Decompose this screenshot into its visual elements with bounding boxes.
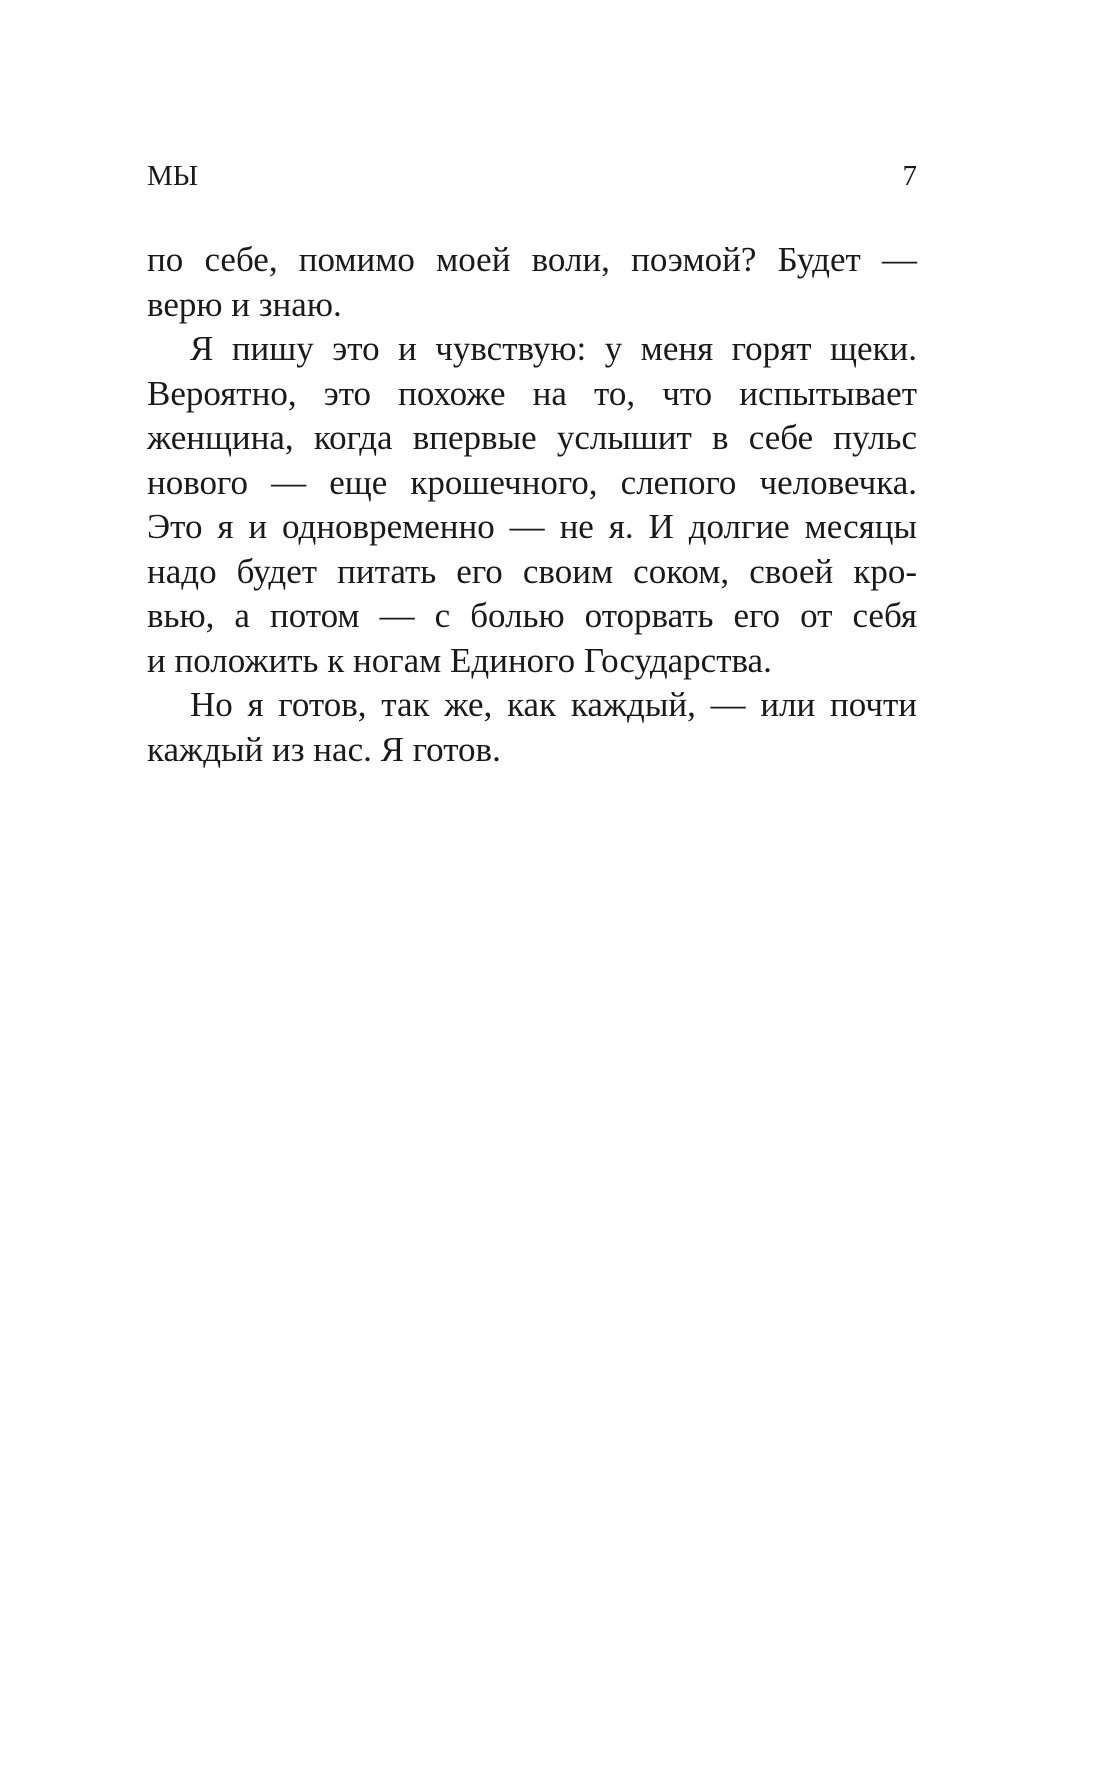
text-line: нового — еще крошечного, слепого человечка. (147, 462, 917, 502)
text-line: Вероятно, это похоже на то, что испытывает (147, 373, 917, 413)
text-line: верю и знаю. (147, 284, 342, 324)
text-line: Я пишу это и чувствую: у меня горят щеки. (190, 329, 917, 368)
text-line: Но я готов, так же, как каждый, — или почти (190, 685, 917, 724)
text-line: по себе, помимо моей воли, поэмой? Будет — (147, 240, 917, 279)
body-text (147, 238, 917, 772)
page-header (147, 160, 917, 200)
text-line: вью, а потом — с болью оторвать его от себя (147, 596, 917, 635)
text-line: и положить к ногам Единого Государства. (147, 640, 772, 680)
text-line: женщина, когда впервые услышит в себе пульс (147, 418, 917, 457)
text-line: Это я и одновременно — не я. И долгие месяцы (147, 507, 917, 546)
running-title: МЫ (147, 160, 199, 192)
page-number: 7 (902, 160, 917, 192)
text-line: каждый из нас. Я готов. (147, 729, 501, 769)
text-line: надо будет питать его своим соком, своей кро- (147, 551, 917, 591)
